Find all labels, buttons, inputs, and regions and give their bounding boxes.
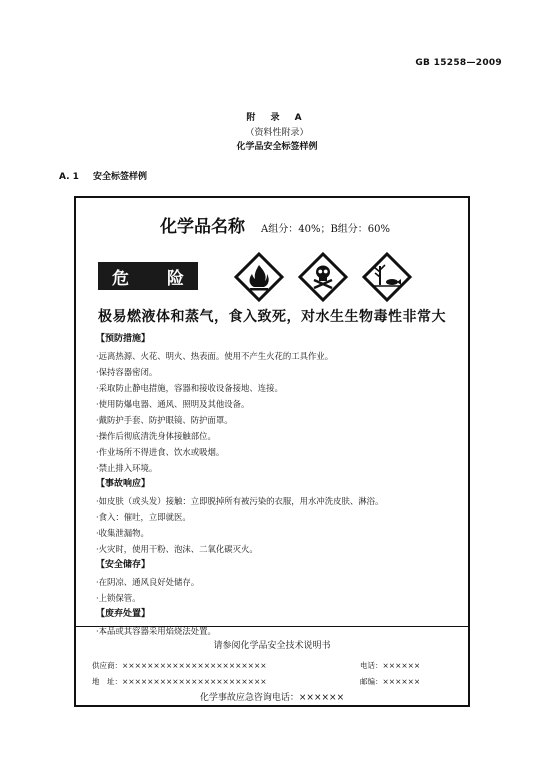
- supplier-line: [92, 660, 267, 671]
- standard-code: GB 15258—2009: [415, 58, 502, 68]
- storage-heading: 【安全储存】: [96, 560, 151, 570]
- prevention-item: ·保持容器密闭。: [96, 367, 158, 377]
- storage-item: ·在阴凉、通风良好处储存。: [96, 577, 200, 587]
- address-value: ×××××××××××××××××××××××: [122, 677, 267, 686]
- label-divider: [76, 626, 468, 627]
- postcode-value: ××××××: [382, 677, 421, 686]
- address-label: 地 址：: [92, 677, 122, 686]
- signal-word-2: 险: [167, 268, 184, 289]
- annex-name: 化学品安全标签样例: [236, 142, 318, 152]
- skull-crossbones-pictogram-icon: [298, 252, 348, 302]
- disposal-item: ·本品或其容器采用焰烧法处置。: [96, 626, 216, 636]
- response-item: ·如皮肤（或头发）接触：立即脱掉所有被污染的衣服，用水冲洗皮肤、淋浴。: [96, 496, 384, 506]
- response-item: ·火灾时，使用干粉、泡沫、二氧化碳灭火。: [96, 544, 258, 554]
- hazard-statement: 极易燃液体和蒸气，食入致死，对水生生物毒性非常大: [98, 309, 446, 325]
- postcode-label: 邮编：: [360, 677, 383, 686]
- address-line: [92, 676, 267, 687]
- emergency-phone: 化学事故应急咨询电话：××××××: [199, 693, 345, 703]
- prevention-item: ·操作后彻底清洗身体接触部位。: [96, 431, 216, 441]
- flame-pictogram-icon: [234, 252, 284, 302]
- response-item: ·食入：催吐，立即就医。: [96, 512, 191, 522]
- prevention-item: ·使用防爆电器、通风、照明及其他设备。: [96, 399, 250, 409]
- prevention-item: ·戴防护手套、防护眼镜、防护面罩。: [96, 415, 233, 425]
- storage-item: ·上锁保管。: [96, 593, 141, 603]
- disposal-heading: 【废弃处置】: [96, 609, 151, 619]
- supplier-value: ×××××××××××××××××××××××: [122, 661, 267, 670]
- phone-label: 电话：: [360, 661, 383, 670]
- prevention-heading: 【预防措施】: [96, 334, 151, 344]
- signal-word-1: 危: [112, 268, 129, 289]
- environment-pictogram-icon: [362, 252, 412, 302]
- section-number: A. 1: [59, 172, 79, 182]
- prevention-item: ·采取防止静电措施，容器和接收设备接地、连接。: [96, 383, 283, 393]
- section-title: 安全标签样例: [92, 172, 147, 182]
- prevention-item: ·禁止排入环境。: [96, 463, 158, 473]
- response-heading: 【事故响应】: [96, 479, 151, 489]
- postcode-line: [360, 676, 420, 687]
- supplier-label: 供应商：: [92, 661, 122, 670]
- prevention-item: ·远离热源、火花、明火、热表面。使用不产生火花的工具作业。: [96, 351, 334, 361]
- label-title-row: [160, 212, 390, 237]
- annex-subtitle: （资料性附录）: [245, 128, 309, 138]
- phone-value: ××××××: [382, 661, 421, 670]
- annex-title: 附 录 A: [246, 113, 308, 123]
- prevention-item: ·作业场所不得进食、饮水或吸烟。: [96, 447, 225, 457]
- response-item: ·收集泄漏物。: [96, 528, 149, 538]
- sds-reference: 请参阅化学品安全技术说明书: [213, 641, 331, 651]
- safety-label: [74, 196, 470, 707]
- section-heading: [59, 169, 161, 182]
- composition: A组分：40%；B组分：60%: [261, 224, 391, 235]
- phone-line: [360, 660, 420, 671]
- product-name: 化学品名称: [160, 217, 245, 237]
- signal-word: [98, 262, 198, 290]
- precautionary-statements: [96, 331, 456, 639]
